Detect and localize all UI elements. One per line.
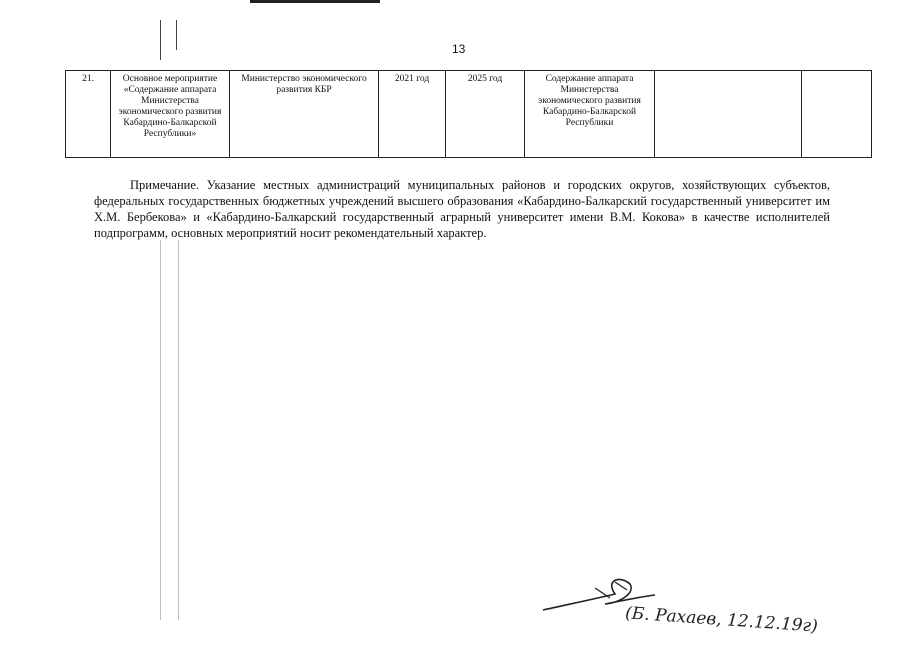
empty-cell [802, 71, 872, 158]
program-table [65, 70, 872, 158]
scan-artifact-line [178, 240, 179, 620]
executor: Министерство экономического развития КБР [230, 71, 379, 158]
scan-artifact-line [176, 20, 177, 50]
row-number: 21. [66, 71, 111, 158]
note-text: Примечание. Указание местных администраций муниципальных районов и городских округов, хозяйствующих субъектов, федеральных государственных бюджетных учреждений высшего образования «Кабардино-Балкарский государственный университет им Х.М. Бербекова» и «Кабардино-Балкарский государственный аграрный университет имени В.М. Кокова» в качестве исполнителей подпрограмм, основных мероприятий носит рекомендательный характер. [94, 178, 830, 240]
table-row [66, 71, 872, 158]
scan-artifact-line [160, 20, 161, 60]
note-block [94, 177, 830, 241]
signature-text: (Б. Рахаев, 12.12.19г) [624, 603, 819, 637]
measure-name: Основное мероприятие «Содержание аппарата Министерства экономического развития Кабардино-Балкарской Республики» [111, 71, 230, 158]
expected-result: Содержание аппарата Министерства экономического развития Кабардино-Балкарской Республики [525, 71, 655, 158]
start-year: 2021 год [379, 71, 446, 158]
empty-cell [655, 71, 802, 158]
signature [535, 570, 855, 640]
scan-artifact-line [160, 240, 161, 620]
scan-artifact-top [250, 0, 380, 3]
end-year: 2025 год [446, 71, 525, 158]
page-number: 13 [452, 42, 466, 56]
